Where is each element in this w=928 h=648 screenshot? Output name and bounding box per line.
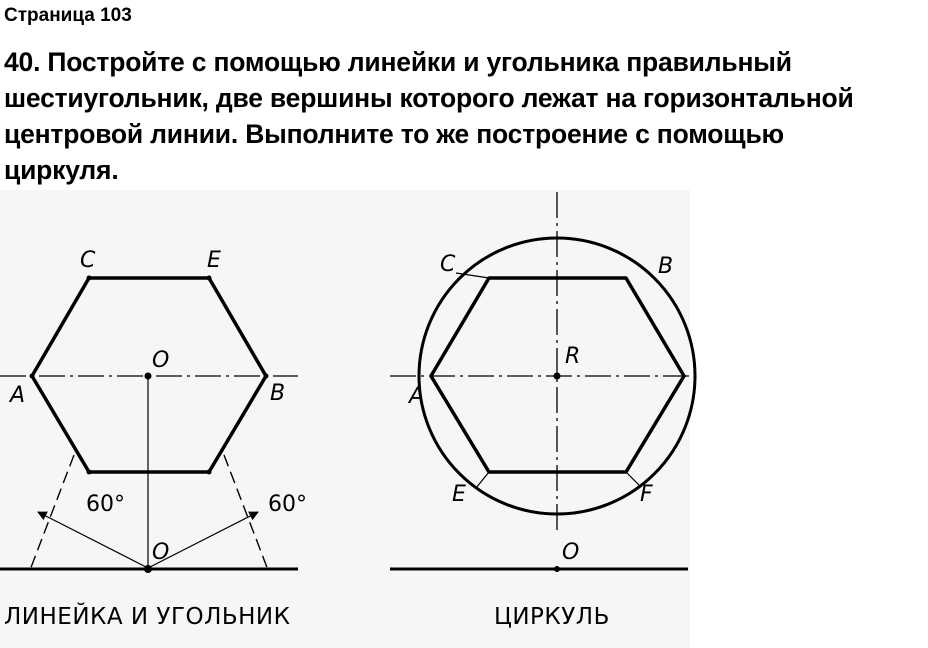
leader-e bbox=[476, 472, 489, 488]
angle-label-left: 60° bbox=[86, 492, 125, 517]
task-line: 40. Постройте с помощью линейки и угольника правильный bbox=[4, 47, 792, 77]
label-o-bottom-right: O bbox=[562, 540, 580, 565]
caption-compass: ЦИРКУЛЬ bbox=[494, 604, 610, 630]
point-o-center bbox=[145, 373, 152, 380]
label-r-right: R bbox=[565, 344, 581, 369]
vertex-b bbox=[264, 374, 269, 379]
set-square-edge-right bbox=[224, 455, 268, 570]
label-c-left: C bbox=[80, 248, 96, 273]
point-o-bottom bbox=[144, 565, 152, 573]
label-e-right: E bbox=[452, 482, 466, 507]
label-a-left: A bbox=[10, 383, 26, 408]
label-o-bottom-left: O bbox=[152, 540, 170, 565]
task-line: шестиугольник, две вершины которого лежат на горизонтальной bbox=[4, 83, 854, 113]
set-square-edge-left bbox=[30, 455, 74, 570]
vertex-c bbox=[87, 276, 92, 281]
right-construction bbox=[390, 192, 695, 572]
caption-ruler-set-square: ЛИНЕЙКА И УГОЛЬНИК bbox=[4, 604, 291, 630]
task-line: центровой линии. Выполните то же построение с помощью bbox=[4, 119, 784, 149]
vertex-a bbox=[30, 374, 35, 379]
label-o-center-left: O bbox=[152, 348, 170, 373]
label-f-right: F bbox=[640, 482, 653, 507]
angle-label-right: 60° bbox=[268, 492, 307, 517]
vertex-e bbox=[207, 276, 212, 281]
vertex-lower-right bbox=[207, 470, 212, 475]
label-b-right: B bbox=[658, 254, 674, 279]
label-c-right: C bbox=[440, 252, 456, 277]
point-r-center bbox=[554, 373, 561, 380]
label-e-left: E bbox=[207, 248, 221, 273]
point-o-bottom-right bbox=[554, 566, 560, 572]
label-a-right: A bbox=[409, 384, 425, 409]
leader-f bbox=[626, 472, 640, 486]
angle-arrow-left bbox=[38, 512, 148, 568]
left-construction bbox=[0, 276, 298, 574]
label-b-left: B bbox=[270, 381, 286, 406]
page-label: Страница 103 bbox=[4, 5, 132, 26]
task-line: циркуля. bbox=[4, 155, 119, 185]
vertex-lower-left bbox=[87, 470, 92, 475]
